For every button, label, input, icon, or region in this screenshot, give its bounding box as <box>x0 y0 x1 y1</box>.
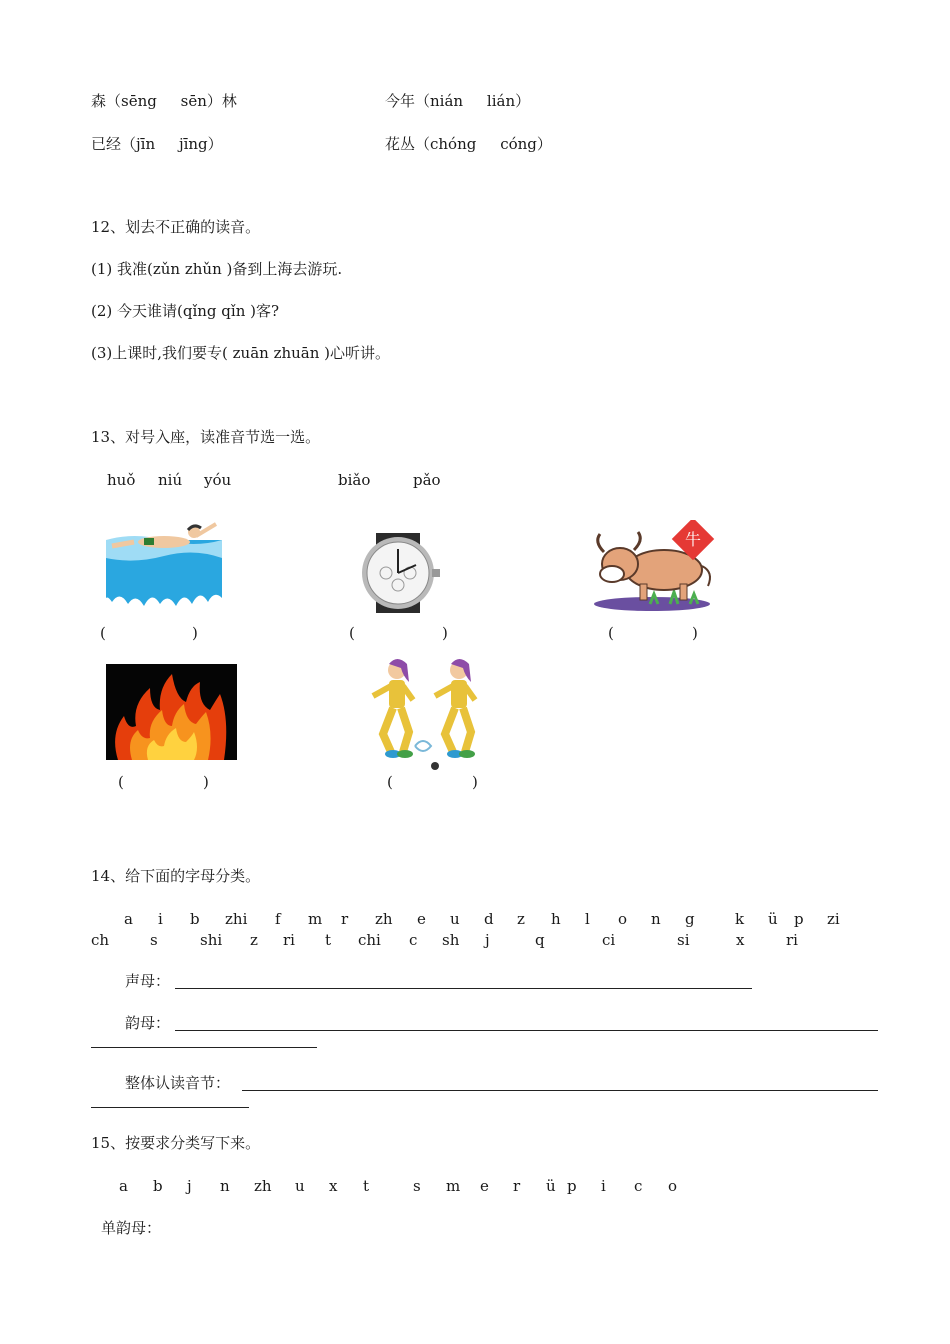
runners-image <box>363 656 493 772</box>
letter: b <box>190 910 200 928</box>
runner-figure-right <box>435 659 475 758</box>
letter: j <box>187 1177 192 1195</box>
letter: zhi <box>225 910 248 928</box>
letter: x <box>329 1177 338 1195</box>
letter: k <box>735 910 745 928</box>
answer-paren-close-ox: ) <box>692 624 698 642</box>
letter: ü <box>546 1177 556 1195</box>
shengmu-answer-line[interactable] <box>175 988 752 989</box>
answer-paren-close-watch: ) <box>442 624 448 642</box>
yunmu-answer-line[interactable] <box>175 1030 878 1031</box>
letter: j <box>485 931 490 949</box>
letter: f <box>275 910 281 928</box>
runner-figure-left <box>373 659 413 758</box>
letter: c <box>634 1177 643 1195</box>
letter: c <box>409 931 418 949</box>
letter: n <box>220 1177 230 1195</box>
letter: h <box>551 910 561 928</box>
answer-paren-close-fire: ) <box>203 773 209 791</box>
letter: t <box>325 931 332 949</box>
answer-paren-open-swimmer: ( <box>100 624 106 642</box>
q11-item-yijing: 已经（jīn jīng） <box>91 135 223 153</box>
zhengti-label: 整体认读音节： <box>125 1074 231 1092</box>
danyunmu-label: 单韵母： <box>101 1219 162 1237</box>
letter: m <box>446 1177 461 1195</box>
letter: si <box>677 931 690 949</box>
ox-sign-char: 牛 <box>684 530 702 549</box>
letter: shi <box>200 931 223 949</box>
syllable-niu: niú <box>158 471 183 489</box>
letter: r <box>513 1177 521 1195</box>
letter: p <box>567 1177 577 1195</box>
letter: chi <box>358 931 381 949</box>
yunmu-label: 韵母： <box>125 1014 171 1032</box>
letter: m <box>308 910 323 928</box>
zhengti-answer-line-continued[interactable] <box>91 1107 249 1108</box>
letter: p <box>794 910 804 928</box>
ox-image <box>590 520 720 612</box>
letter: z <box>250 931 258 949</box>
letter: s <box>413 1177 421 1195</box>
answer-paren-open-run: ( <box>387 773 393 791</box>
syllable-huo: huǒ <box>107 471 136 489</box>
letter: d <box>484 910 494 928</box>
yunmu-answer-line-continued[interactable] <box>91 1047 317 1048</box>
answer-paren-open-watch: ( <box>349 624 355 642</box>
answer-paren-open-ox: ( <box>608 624 614 642</box>
letter: zh <box>375 910 393 928</box>
letter: s <box>150 931 158 949</box>
q14-title: 14、给下面的字母分类。 <box>91 867 261 885</box>
letter: ri <box>786 931 798 949</box>
q12-item-2: (2) 今天谁请(qǐng qǐn )客? <box>91 302 280 320</box>
letter: ch <box>91 931 110 949</box>
letter: ri <box>283 931 295 949</box>
letter: zi <box>827 910 840 928</box>
answer-paren-close-run: ) <box>472 773 478 791</box>
zhengti-answer-line[interactable] <box>242 1090 878 1091</box>
watch-image <box>346 533 450 613</box>
letter: b <box>153 1177 163 1195</box>
q11-item-jinnian: 今年（nián lián） <box>385 92 531 110</box>
letter: l <box>585 910 590 928</box>
letter: sh <box>442 931 460 949</box>
letter: ü <box>768 910 778 928</box>
letter: g <box>685 910 695 928</box>
shengmu-label: 声母： <box>125 972 171 990</box>
q12-item-1: (1) 我准(zǔn zhǔn )备到上海去游玩. <box>91 260 343 278</box>
letter: t <box>363 1177 370 1195</box>
answer-paren-open-fire: ( <box>118 773 124 791</box>
letter: r <box>341 910 349 928</box>
letter: e <box>417 910 426 928</box>
letter: u <box>450 910 460 928</box>
answer-paren-close-swimmer: ) <box>192 624 198 642</box>
fire-image <box>106 664 237 760</box>
letter: u <box>295 1177 305 1195</box>
letter: q <box>535 931 545 949</box>
q15-title: 15、按要求分类写下来。 <box>91 1134 261 1152</box>
letter: i <box>158 910 163 928</box>
letter: x <box>736 931 745 949</box>
letter: a <box>124 910 133 928</box>
q12-title: 12、划去不正确的读音。 <box>91 218 261 236</box>
letter: n <box>651 910 661 928</box>
swimmer-image <box>104 518 224 612</box>
q11-item-huacong: 花丛（chóng cóng） <box>385 135 552 153</box>
letter: i <box>601 1177 606 1195</box>
q12-item-3: (3)上课时,我们要专( zuān zhuān )心听讲。 <box>91 344 391 362</box>
q13-title: 13、对号入座，读准音节选一选。 <box>91 428 321 446</box>
letter: e <box>480 1177 489 1195</box>
letter: o <box>618 910 628 928</box>
letter: o <box>668 1177 678 1195</box>
syllable-biao: biǎo <box>338 471 371 489</box>
letter: zh <box>254 1177 272 1195</box>
letter: z <box>517 910 525 928</box>
syllable-pao: pǎo <box>413 471 441 489</box>
letter: a <box>119 1177 128 1195</box>
letter: ci <box>602 931 616 949</box>
syllable-you: yóu <box>204 471 232 489</box>
q11-item-sen: 森（sēng sēn）林 <box>91 92 237 110</box>
